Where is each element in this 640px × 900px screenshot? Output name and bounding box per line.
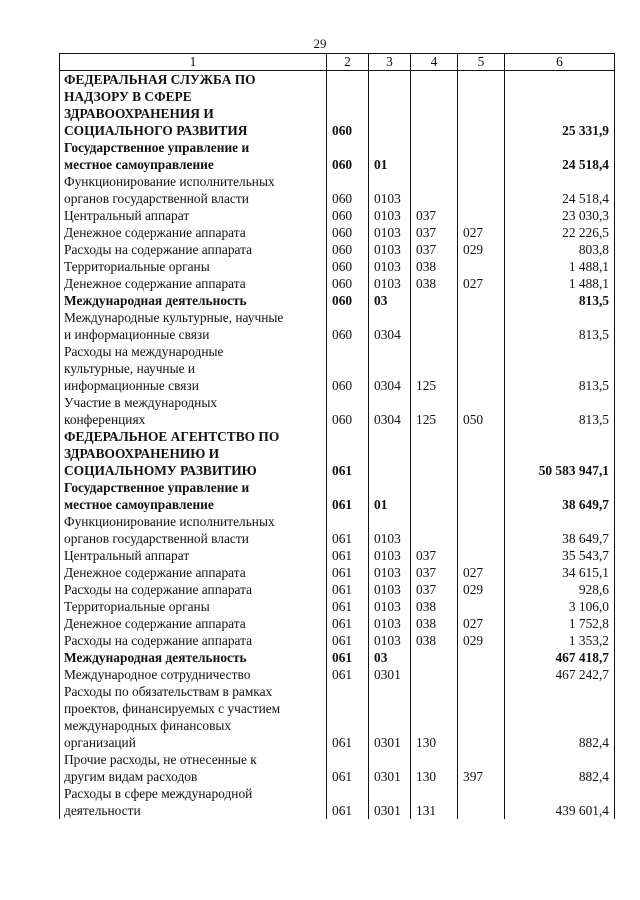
- row-target-code: [411, 173, 458, 207]
- row-section-code: 0103: [369, 224, 411, 241]
- row-expense-code: 027: [458, 564, 505, 581]
- row-amount: 38 649,7: [505, 513, 615, 547]
- row-target-code: 037: [411, 581, 458, 598]
- row-target-code: 125: [411, 343, 458, 394]
- row-name: Государственное управление и местное самоуправление: [60, 139, 327, 173]
- row-ministry-code: 061: [327, 547, 369, 564]
- row-amount: 24 518,4: [505, 139, 615, 173]
- table-row: [60, 632, 615, 649]
- column-header-1: 1: [60, 54, 327, 71]
- table-row: [60, 428, 615, 479]
- row-amount: 928,6: [505, 581, 615, 598]
- row-target-code: 037: [411, 224, 458, 241]
- row-name: Расходы на международные культурные, научные и информационные связи: [60, 343, 327, 394]
- row-section-code: 0103: [369, 241, 411, 258]
- row-ministry-code: 061: [327, 564, 369, 581]
- row-name: Денежное содержание аппарата: [60, 564, 327, 581]
- row-ministry-code: 060: [327, 241, 369, 258]
- row-name: Прочие расходы, не отнесенные к другим видам расходов: [60, 751, 327, 785]
- row-amount: 3 106,0: [505, 598, 615, 615]
- row-ministry-code: 061: [327, 632, 369, 649]
- table-row: [60, 785, 615, 819]
- row-ministry-code: 061: [327, 513, 369, 547]
- row-name: Международное сотрудничество: [60, 666, 327, 683]
- row-target-code: [411, 428, 458, 479]
- row-ministry-code: 060: [327, 224, 369, 241]
- row-amount: 882,4: [505, 683, 615, 751]
- row-name: Государственное управление и местное самоуправление: [60, 479, 327, 513]
- column-header-5: 5: [458, 54, 505, 71]
- row-ministry-code: 061: [327, 751, 369, 785]
- table-row: [60, 224, 615, 241]
- table-row: [60, 275, 615, 292]
- row-amount: 1 488,1: [505, 258, 615, 275]
- column-header-2: 2: [327, 54, 369, 71]
- row-amount: 1 353,2: [505, 632, 615, 649]
- row-target-code: [411, 479, 458, 513]
- row-section-code: 0103: [369, 513, 411, 547]
- row-section-code: 01: [369, 139, 411, 173]
- row-target-code: 130: [411, 751, 458, 785]
- row-ministry-code: 060: [327, 292, 369, 309]
- row-section-code: 0103: [369, 615, 411, 632]
- column-header-4: 4: [411, 54, 458, 71]
- row-expense-code: 029: [458, 241, 505, 258]
- row-target-code: [411, 666, 458, 683]
- table-row: [60, 173, 615, 207]
- row-expense-code: 050: [458, 394, 505, 428]
- row-ministry-code: 061: [327, 479, 369, 513]
- column-header-3: 3: [369, 54, 411, 71]
- row-section-code: 0304: [369, 309, 411, 343]
- row-ministry-code: 060: [327, 275, 369, 292]
- row-ministry-code: 060: [327, 71, 369, 140]
- table-row: [60, 547, 615, 564]
- row-name: Международная деятельность: [60, 649, 327, 666]
- table-row: [60, 598, 615, 615]
- row-expense-code: [458, 479, 505, 513]
- row-ministry-code: 061: [327, 785, 369, 819]
- row-target-code: [411, 513, 458, 547]
- row-target-code: [411, 292, 458, 309]
- row-target-code: 131: [411, 785, 458, 819]
- row-ministry-code: 061: [327, 615, 369, 632]
- table-row: [60, 581, 615, 598]
- row-amount: 50 583 947,1: [505, 428, 615, 479]
- row-section-code: 0103: [369, 632, 411, 649]
- row-expense-code: 027: [458, 615, 505, 632]
- row-amount: 803,8: [505, 241, 615, 258]
- row-expense-code: [458, 666, 505, 683]
- row-amount: 882,4: [505, 751, 615, 785]
- row-ministry-code: 060: [327, 173, 369, 207]
- row-name: Центральный аппарат: [60, 207, 327, 224]
- row-target-code: 037: [411, 564, 458, 581]
- row-amount: 439 601,4: [505, 785, 615, 819]
- row-expense-code: [458, 513, 505, 547]
- row-name: Функционирование исполнительных органов государственной власти: [60, 513, 327, 547]
- row-ministry-code: 060: [327, 394, 369, 428]
- row-section-code: 0301: [369, 666, 411, 683]
- row-ministry-code: 060: [327, 343, 369, 394]
- table-row: [60, 139, 615, 173]
- row-target-code: 038: [411, 632, 458, 649]
- row-expense-code: [458, 785, 505, 819]
- page-number: 29: [313, 36, 327, 51]
- row-ministry-code: 060: [327, 207, 369, 224]
- table-body: [60, 71, 615, 820]
- row-name: Международные культурные, научные и информационные связи: [60, 309, 327, 343]
- row-target-code: [411, 649, 458, 666]
- row-section-code: 03: [369, 292, 411, 309]
- row-amount: 1 752,8: [505, 615, 615, 632]
- row-section-code: 0103: [369, 258, 411, 275]
- row-target-code: 038: [411, 615, 458, 632]
- row-target-code: 037: [411, 241, 458, 258]
- row-section-code: 0103: [369, 547, 411, 564]
- row-section-code: 0304: [369, 394, 411, 428]
- table-row: [60, 258, 615, 275]
- table-row: [60, 241, 615, 258]
- row-section-code: 0103: [369, 598, 411, 615]
- row-target-code: [411, 71, 458, 140]
- row-name: Денежное содержание аппарата: [60, 615, 327, 632]
- row-amount: 24 518,4: [505, 173, 615, 207]
- row-expense-code: [458, 207, 505, 224]
- row-ministry-code: 061: [327, 428, 369, 479]
- row-name: Территориальные органы: [60, 258, 327, 275]
- row-section-code: 01: [369, 479, 411, 513]
- row-ministry-code: 060: [327, 309, 369, 343]
- row-ministry-code: 061: [327, 649, 369, 666]
- row-name: ФЕДЕРАЛЬНАЯ СЛУЖБА ПО НАДЗОРУ В СФЕРЕ ЗДРАВООХРАНЕНИЯ И СОЦИАЛЬНОГО РАЗВИТИЯ: [60, 71, 327, 140]
- row-expense-code: 027: [458, 275, 505, 292]
- table-row: [60, 479, 615, 513]
- row-target-code: [411, 309, 458, 343]
- row-expense-code: [458, 428, 505, 479]
- row-target-code: 125: [411, 394, 458, 428]
- table-row: [60, 615, 615, 632]
- table-row: [60, 751, 615, 785]
- row-section-code: 0103: [369, 564, 411, 581]
- row-section-code: 0103: [369, 207, 411, 224]
- row-expense-code: 027: [458, 224, 505, 241]
- row-expense-code: [458, 649, 505, 666]
- row-section-code: [369, 71, 411, 140]
- row-amount: 813,5: [505, 394, 615, 428]
- row-ministry-code: 061: [327, 683, 369, 751]
- row-target-code: 037: [411, 547, 458, 564]
- row-ministry-code: 061: [327, 666, 369, 683]
- row-amount: 38 649,7: [505, 479, 615, 513]
- row-amount: 813,5: [505, 309, 615, 343]
- table-row: [60, 683, 615, 751]
- row-amount: 467 242,7: [505, 666, 615, 683]
- row-section-code: 0301: [369, 683, 411, 751]
- row-name: Расходы на содержание аппарата: [60, 241, 327, 258]
- table-row: [60, 564, 615, 581]
- row-expense-code: [458, 173, 505, 207]
- row-name: Участие в международных конференциях: [60, 394, 327, 428]
- table-row: [60, 666, 615, 683]
- table-row: [60, 292, 615, 309]
- row-name: Функционирование исполнительных органов государственной власти: [60, 173, 327, 207]
- row-amount: 25 331,9: [505, 71, 615, 140]
- row-expense-code: [458, 683, 505, 751]
- row-ministry-code: 061: [327, 598, 369, 615]
- row-ministry-code: 060: [327, 258, 369, 275]
- row-section-code: 0103: [369, 581, 411, 598]
- row-expense-code: [458, 139, 505, 173]
- row-amount: 813,5: [505, 292, 615, 309]
- table-row: [60, 71, 615, 140]
- table-row: [60, 649, 615, 666]
- row-name: Центральный аппарат: [60, 547, 327, 564]
- row-name: ФЕДЕРАЛЬНОЕ АГЕНТСТВО ПО ЗДРАВООХРАНЕНИЮ И СОЦИАЛЬНОМУ РАЗВИТИЮ: [60, 428, 327, 479]
- column-header-6: 6: [505, 54, 615, 71]
- row-target-code: 038: [411, 275, 458, 292]
- row-name: Расходы в сфере международной деятельности: [60, 785, 327, 819]
- row-ministry-code: 060: [327, 139, 369, 173]
- row-target-code: 130: [411, 683, 458, 751]
- row-amount: 35 543,7: [505, 547, 615, 564]
- row-target-code: 037: [411, 207, 458, 224]
- row-section-code: 0304: [369, 343, 411, 394]
- table-row: [60, 343, 615, 394]
- row-name: Расходы на содержание аппарата: [60, 632, 327, 649]
- row-expense-code: [458, 71, 505, 140]
- row-target-code: 038: [411, 258, 458, 275]
- row-amount: 467 418,7: [505, 649, 615, 666]
- row-amount: 1 488,1: [505, 275, 615, 292]
- row-section-code: 0103: [369, 173, 411, 207]
- row-target-code: [411, 139, 458, 173]
- table-row: [60, 309, 615, 343]
- row-section-code: [369, 428, 411, 479]
- row-name: Денежное содержание аппарата: [60, 224, 327, 241]
- table-row: [60, 394, 615, 428]
- table-row: [60, 207, 615, 224]
- row-section-code: 03: [369, 649, 411, 666]
- budget-table: [59, 53, 615, 819]
- row-expense-code: [458, 258, 505, 275]
- row-expense-code: 397: [458, 751, 505, 785]
- row-expense-code: [458, 343, 505, 394]
- table-row: [60, 513, 615, 547]
- table-header-row: [60, 54, 615, 71]
- row-section-code: 0301: [369, 751, 411, 785]
- row-name: Денежное содержание аппарата: [60, 275, 327, 292]
- row-section-code: 0103: [369, 275, 411, 292]
- row-expense-code: [458, 292, 505, 309]
- row-name: Территориальные органы: [60, 598, 327, 615]
- row-expense-code: 029: [458, 632, 505, 649]
- row-expense-code: [458, 598, 505, 615]
- row-ministry-code: 061: [327, 581, 369, 598]
- row-expense-code: [458, 547, 505, 564]
- row-amount: 813,5: [505, 343, 615, 394]
- row-amount: 34 615,1: [505, 564, 615, 581]
- row-amount: 22 226,5: [505, 224, 615, 241]
- row-expense-code: 029: [458, 581, 505, 598]
- row-name: Расходы на содержание аппарата: [60, 581, 327, 598]
- row-name: Расходы по обязательствам в рамках проектов, финансируемых с участием международных финансовых организаций: [60, 683, 327, 751]
- row-amount: 23 030,3: [505, 207, 615, 224]
- row-name: Международная деятельность: [60, 292, 327, 309]
- row-expense-code: [458, 309, 505, 343]
- row-target-code: 038: [411, 598, 458, 615]
- row-section-code: 0301: [369, 785, 411, 819]
